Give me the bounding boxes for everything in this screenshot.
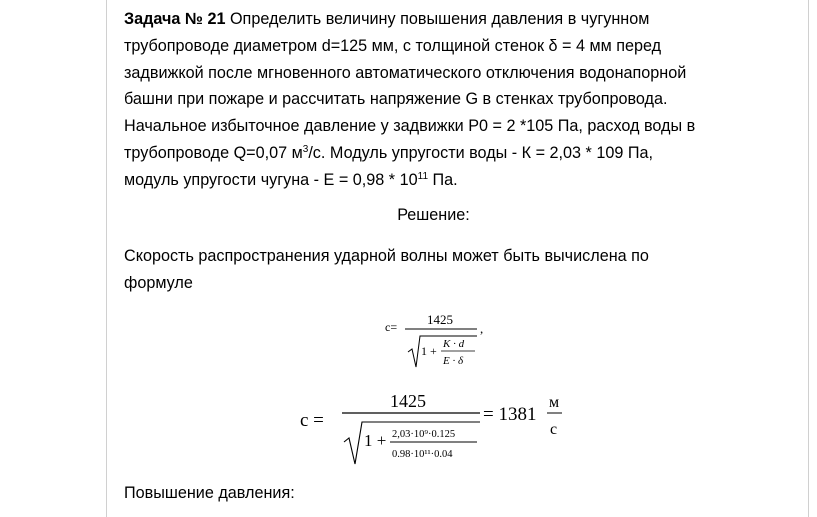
problem-line-7 (124, 167, 784, 194)
problem-line-7-a: модуль упругости чугуна - Е = 0,98 * 10 (124, 170, 418, 189)
formula2-numerator: 1425 (390, 391, 426, 411)
formula2-frac-den: 0.98·10¹¹·0.04 (392, 449, 453, 460)
cubic-superscript: 3 (302, 143, 309, 155)
formula2-unit-den: с (550, 421, 558, 438)
exponent-superscript: 11 (417, 170, 429, 182)
problem-label: Задача № 21 (124, 10, 226, 28)
problem-line-5: Начальное избыточное давление у задвижки P0 = 2 *105 Па, расход воды в (124, 117, 696, 136)
problem-line-1 (124, 6, 784, 33)
problem-line-1-text: Определить величину повышения давления в чугунном (225, 10, 650, 28)
formula1-frac-den: E · δ (443, 355, 464, 367)
formula1-lhs: c= (385, 320, 398, 334)
general-formula-svg (385, 300, 495, 375)
formula1-numerator: 1425 (427, 312, 453, 327)
pressure-heading: Повышение давления: (124, 484, 295, 502)
problem-line-6-b: /с. Модуль упругости воды - К = 2,03 * 109 Па, (308, 143, 653, 162)
numeric-formula-svg (300, 384, 570, 468)
problem-line-7-b: Па. (428, 170, 458, 189)
problem-line-6 (124, 140, 784, 167)
numeric-formula (300, 384, 570, 473)
formula2-lhs: c = (300, 410, 324, 431)
formula1-frac-num: K · d (443, 338, 465, 350)
page-right-edge (808, 0, 809, 517)
paragraph-line-1: Скорость распространения ударной волны может быть вычислена по (124, 247, 649, 265)
general-formula (385, 300, 495, 379)
formula2-one-plus: 1 + (364, 431, 387, 450)
problem-line-4: башни при пожаре и рассчитать напряжение G в стенках трубопровода. (124, 90, 668, 109)
paragraph-line-2: формуле (124, 274, 193, 292)
problem-statement (124, 6, 784, 194)
solution-heading: Решение: (397, 206, 470, 224)
problem-line-3: задвижкой после мгновенного автоматического отключения водонапорной (124, 63, 687, 82)
formula1-one-plus: 1 + (421, 344, 437, 358)
formula2-frac-num: 2,03·10⁹·0.125 (392, 429, 456, 440)
wave-speed-paragraph (124, 243, 784, 297)
problem-line-2: трубопроводе диаметром d=125 мм, с толщиной стенок δ = 4 мм перед (124, 36, 662, 55)
formula2-result: = 1381 (483, 404, 537, 425)
page-left-edge (106, 0, 107, 517)
formula1-comma: , (480, 321, 484, 336)
problem-line-6-a: трубопроводе Q=0,07 м (124, 143, 303, 162)
formula2-unit-num: м (549, 394, 560, 411)
